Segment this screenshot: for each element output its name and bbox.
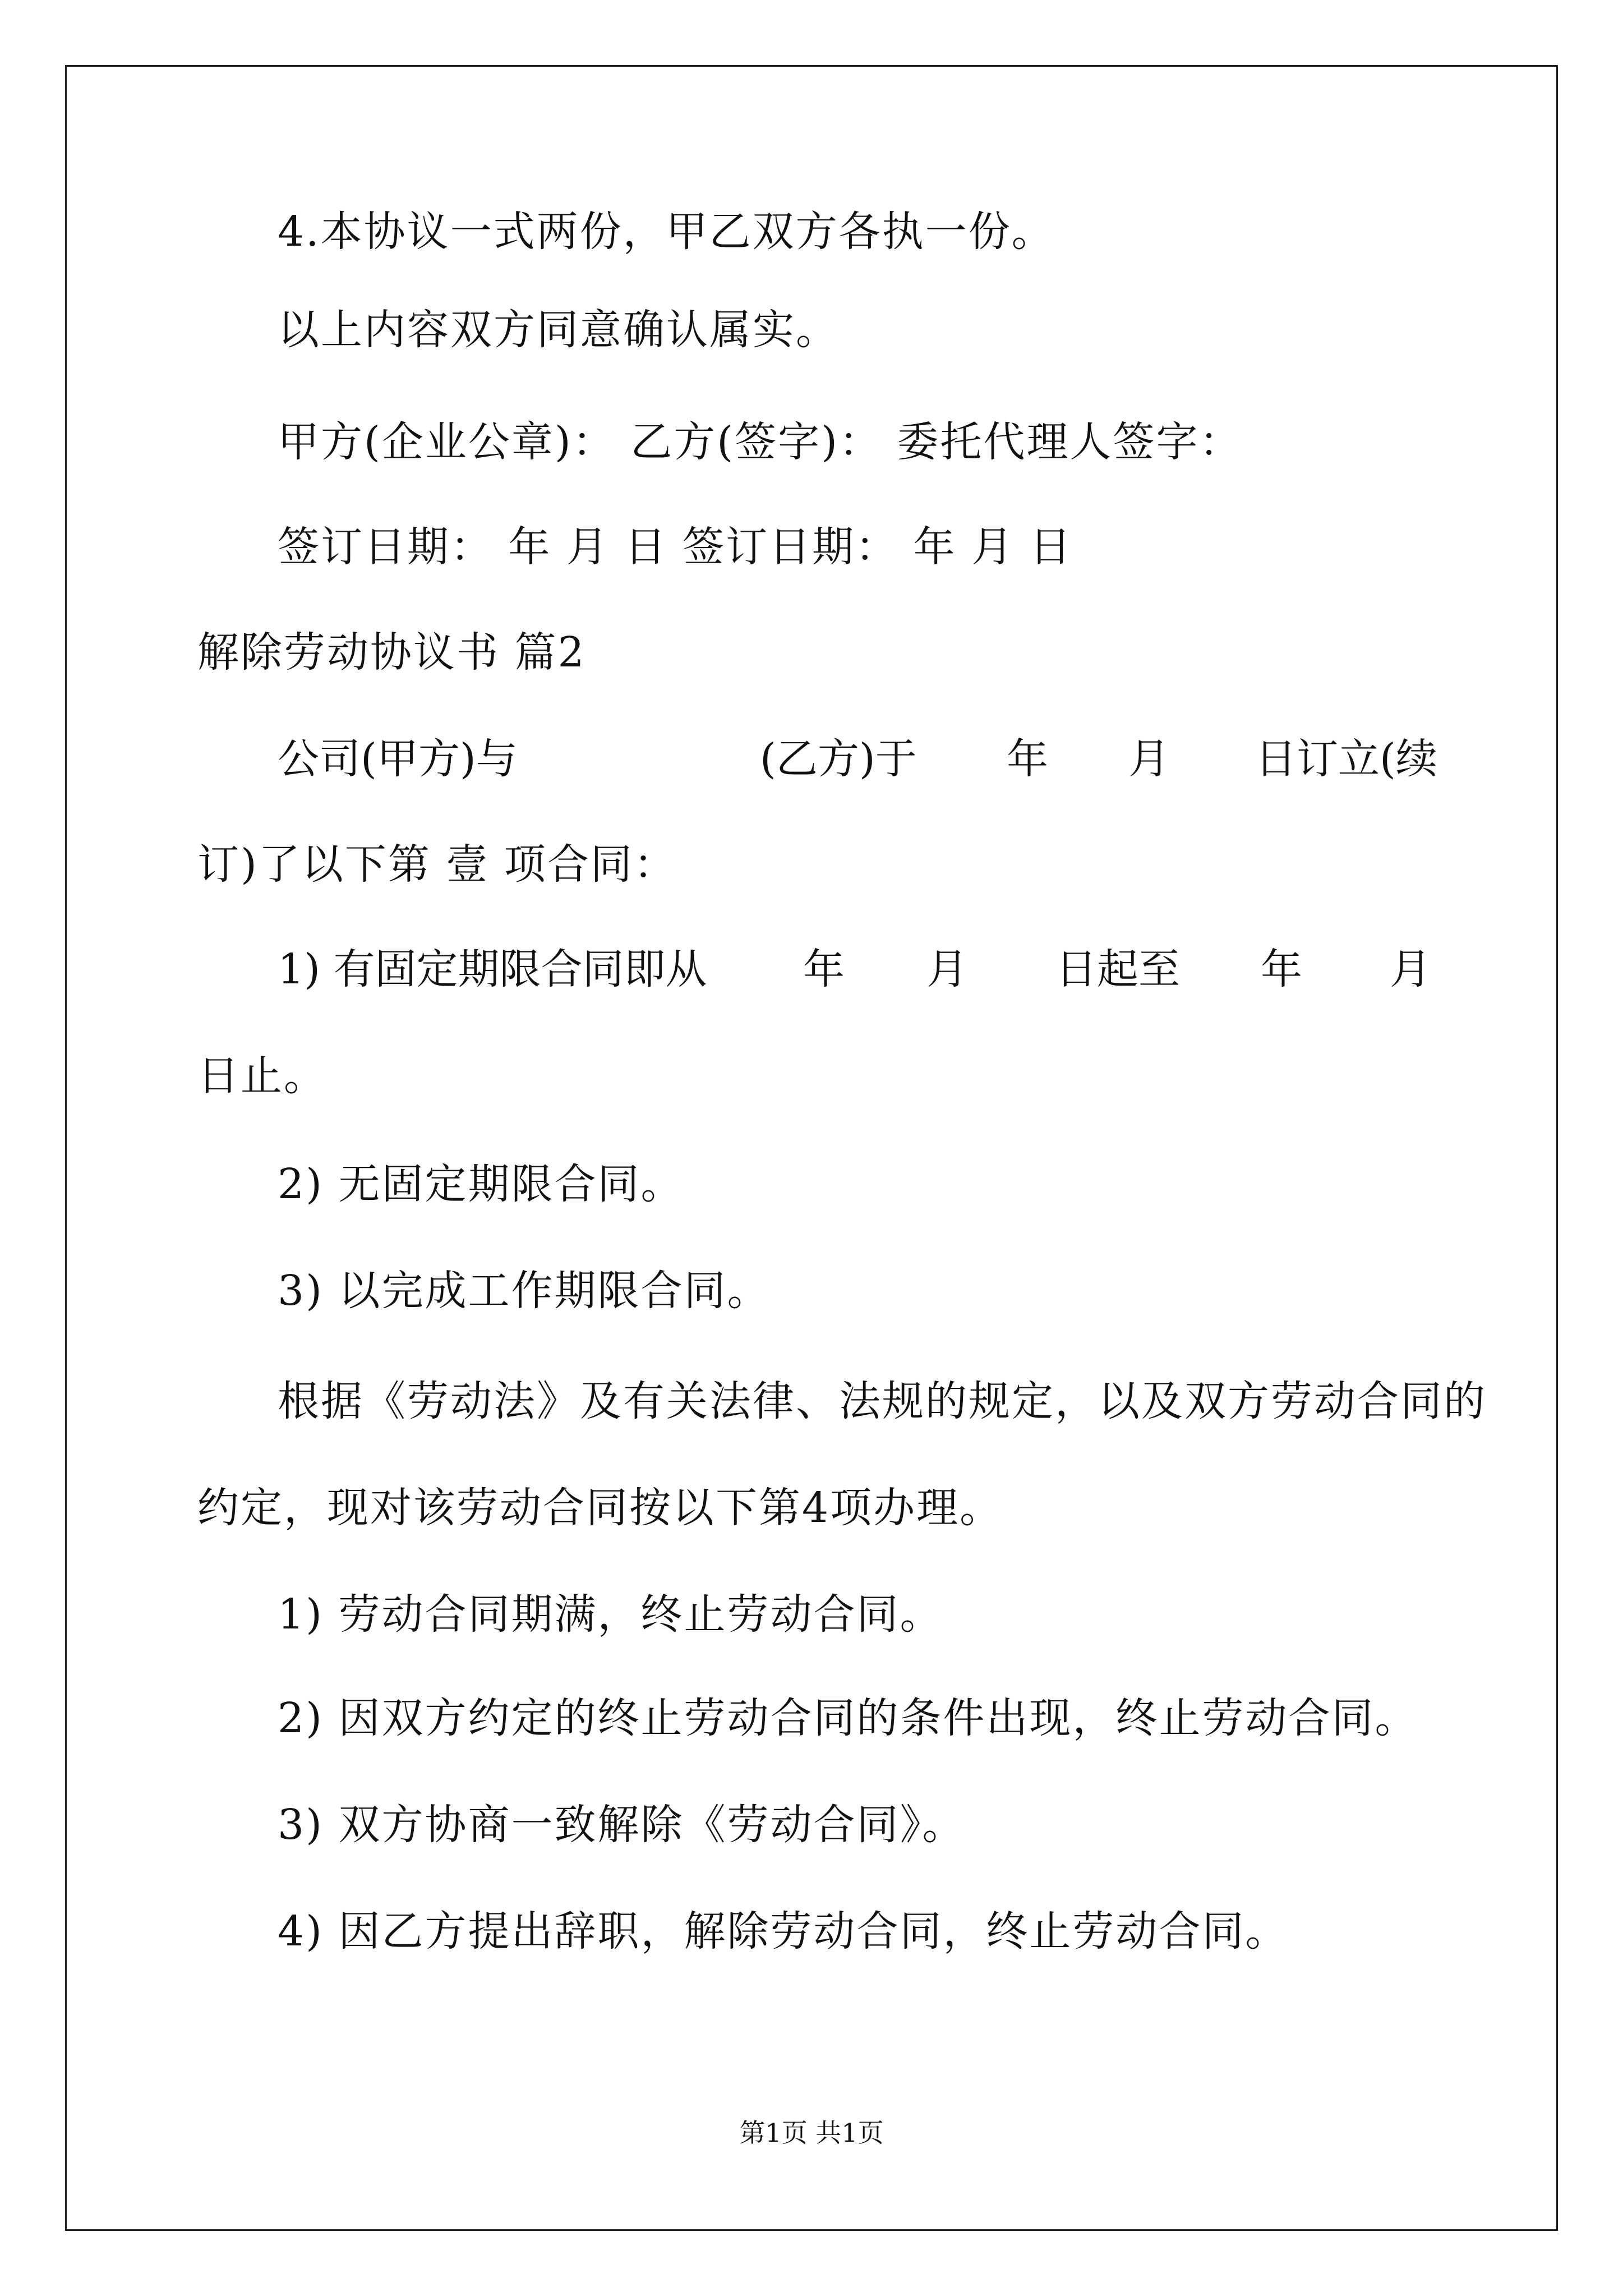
page-footer: 第1页 共1页: [739, 2118, 884, 2148]
section-heading: 解除劳动协议书 篇2: [197, 628, 586, 677]
paragraph-part: 日起至: [1055, 945, 1180, 993]
paragraph-part: 年: [803, 945, 845, 993]
paragraph-part: 月: [926, 945, 968, 993]
paragraph: 2) 无固定期限合同。: [278, 1160, 684, 1208]
paragraph-part: 年: [1261, 945, 1302, 993]
paragraph-part: 年: [1007, 735, 1048, 783]
paragraph: 4) 因乙方提出辞职，解除劳动合同，终止劳动合同。: [278, 1907, 1289, 1955]
paragraph: 甲方(企业公章)： 乙方(签字)： 委托代理人签字：: [278, 418, 1243, 466]
paragraph: 签订日期： 年 月 日 签订日期： 年 月 日: [278, 523, 1073, 571]
paragraph-part: 日订立(续: [1255, 735, 1437, 783]
paragraph: 4.本协议一式两份，甲乙双方各执一份。: [278, 208, 1055, 256]
paragraph-part: (乙方)于: [760, 735, 917, 783]
paragraph: 2) 因双方约定的终止劳动合同的条件出现，终止劳动合同。: [278, 1694, 1418, 1742]
paragraph-part: 月: [1390, 945, 1431, 993]
paragraph: 以上内容双方同意确认属实。: [278, 306, 839, 354]
paragraph: 1) 劳动合同期满，终止劳动合同。: [278, 1590, 943, 1639]
paragraph: 订)了以下第 壹 项合同：: [197, 840, 677, 889]
paragraph: 3) 以完成工作期限合同。: [278, 1267, 771, 1315]
paragraph: 约定，现对该劳动合同按以下第4项办理。: [197, 1484, 1003, 1532]
paragraph-part: 公司(甲方)与: [278, 735, 518, 783]
paragraph: 日止。: [197, 1052, 327, 1100]
paragraph: 3) 双方协商一致解除《劳动合同》。: [278, 1801, 966, 1849]
paragraph-part: 1) 有固定期限合同即从: [278, 945, 707, 993]
paragraph-part: 月: [1128, 735, 1170, 783]
paragraph: 根据《劳动法》及有关法律、法规的规定，以及双方劳动合同的: [278, 1377, 1487, 1425]
